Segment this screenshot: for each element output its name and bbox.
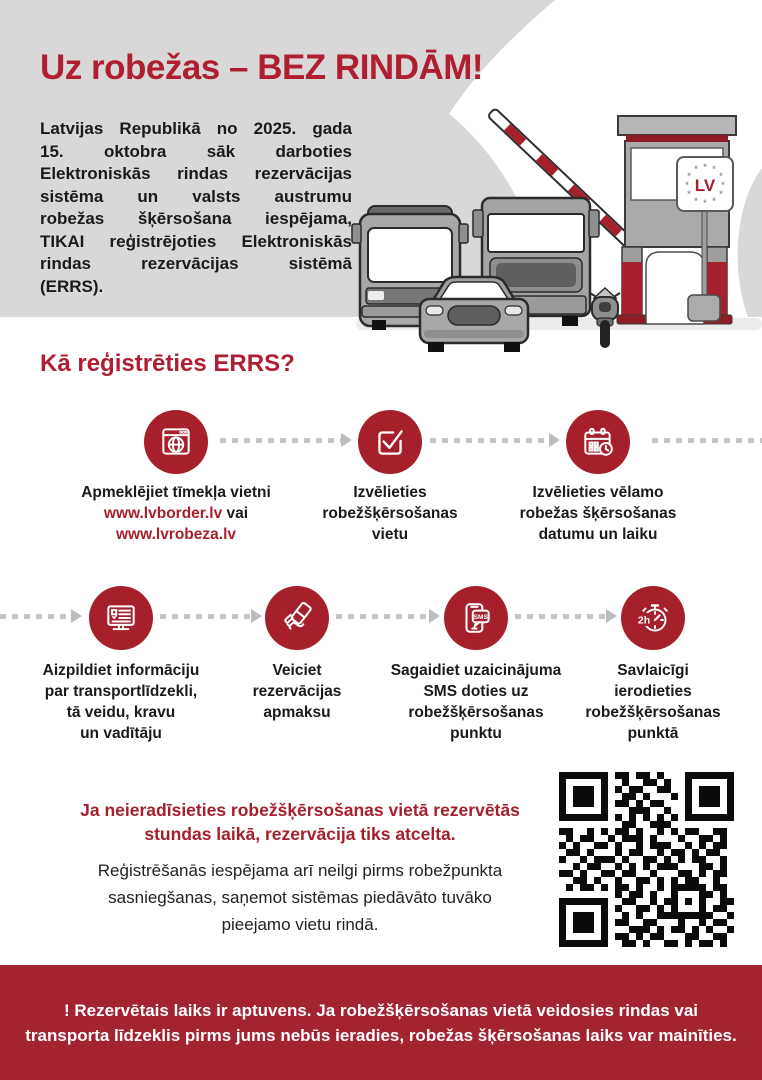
card-payment-icon (278, 599, 316, 637)
step3-label: Izvēlieties vēlamo robežas šķērsošanas datumu un laiku (519, 484, 677, 543)
svg-text:*: * (712, 164, 716, 174)
svg-text:*: * (721, 180, 725, 190)
border-crossing-illustration (350, 92, 762, 354)
step3-circle (566, 410, 630, 474)
cancellation-warning: Ja neieradīsieties robežšķērsošanas vietā rezervētās stundas laikā, rezervācija tiks atcelta. (80, 800, 520, 844)
2h-badge: 2h (637, 614, 651, 627)
lv-sign-label: LV (694, 176, 716, 195)
step4-circle (89, 586, 153, 650)
dashed-arrow (430, 438, 556, 443)
svg-text:*: * (687, 189, 691, 199)
dashed-arrow (0, 614, 78, 619)
svg-text:*: * (703, 198, 707, 208)
sms-badge: SMS (473, 614, 488, 622)
calendar-clock-icon (579, 423, 617, 461)
lv-sign (677, 157, 733, 211)
svg-text:*: * (719, 189, 723, 199)
step6-circle (444, 586, 508, 650)
dashed-arrow (515, 614, 613, 619)
checkbox-icon (371, 423, 409, 461)
svg-text:*: * (687, 171, 691, 181)
browser-globe-icon (157, 423, 195, 461)
stopwatch-2h-icon (633, 598, 673, 638)
conjunction-text: vai (226, 505, 249, 522)
step6-label: Sagaidiet uzaicinājuma SMS doties uz robežšķērsošanas punktu (390, 662, 562, 742)
dashed-arrow (220, 438, 348, 443)
dashed-arrow (336, 614, 436, 619)
step5-label: Veiciet rezervācijas apmaksu (252, 662, 342, 721)
step7-label: Savlaicīgi ierodieties robežšķērsošanas punktā (585, 662, 721, 742)
svg-text:*: * (694, 164, 698, 174)
qr-code (559, 772, 734, 947)
page-title: Uz robežas – BEZ RINDĀM! (40, 48, 484, 87)
step1-circle (144, 410, 208, 474)
svg-text:*: * (694, 196, 698, 206)
step1-label: Apmeklējiet tīmekļa vietni www.lvborder.lv vai www.lvrobeza.lv (81, 484, 271, 543)
lvrobeza-link[interactable]: www.lvrobeza.lv (115, 526, 237, 543)
svg-text:*: * (712, 196, 716, 206)
section-heading: Kā reģistrēties ERRS? (40, 350, 295, 377)
motorcycle-illustration (590, 288, 620, 348)
step2-label: Izvēlieties robežšķērsošanas vietu (322, 484, 458, 543)
dashed-arrow (652, 438, 762, 443)
registration-note: Reģistrēšanās iespējama arī neilgi pirms robežpunkta sasniegšanas, saņemot sistēmas piedāvāto tuvāko pieejamo vietu rindā. (97, 861, 503, 934)
svg-text:*: * (703, 162, 707, 172)
step7-circle (621, 586, 685, 650)
monitor-form-icon (102, 599, 140, 637)
lvborder-link[interactable]: www.lvborder.lv (103, 505, 223, 522)
step2-circle (358, 410, 422, 474)
step5-circle (265, 586, 329, 650)
step4-label: Aizpildiet informāciju par transportlīdzekli, tā veidu, kravu un vadītāju (42, 662, 200, 742)
svg-text:*: * (719, 171, 723, 181)
border-booth (617, 116, 736, 324)
header-section (0, 0, 762, 352)
svg-text:*: * (685, 180, 689, 190)
phone-sms-icon (457, 599, 495, 637)
dashed-arrow (160, 614, 258, 619)
intro-paragraph: Latvijas Republikā no 2025. gada 15. oktobra sāk darboties Elektroniskās rindas rezervācijas sistēma un valsts austrumu robežas šķērsošana iespējama, TIKAI reģistrējoties Elektroniskās rindas rezervācijas sistēmā (ERRS). (40, 119, 352, 296)
bottom-warning-banner (0, 965, 762, 1080)
banner-text: ! Rezervētais laiks ir aptuvens. Ja robežšķērsošanas vietā veidosies rindas vai transporta līdzeklis pirms jums nebūs ieradies, robežas šķērsošanas laiks var mainīties. (25, 1000, 737, 1045)
